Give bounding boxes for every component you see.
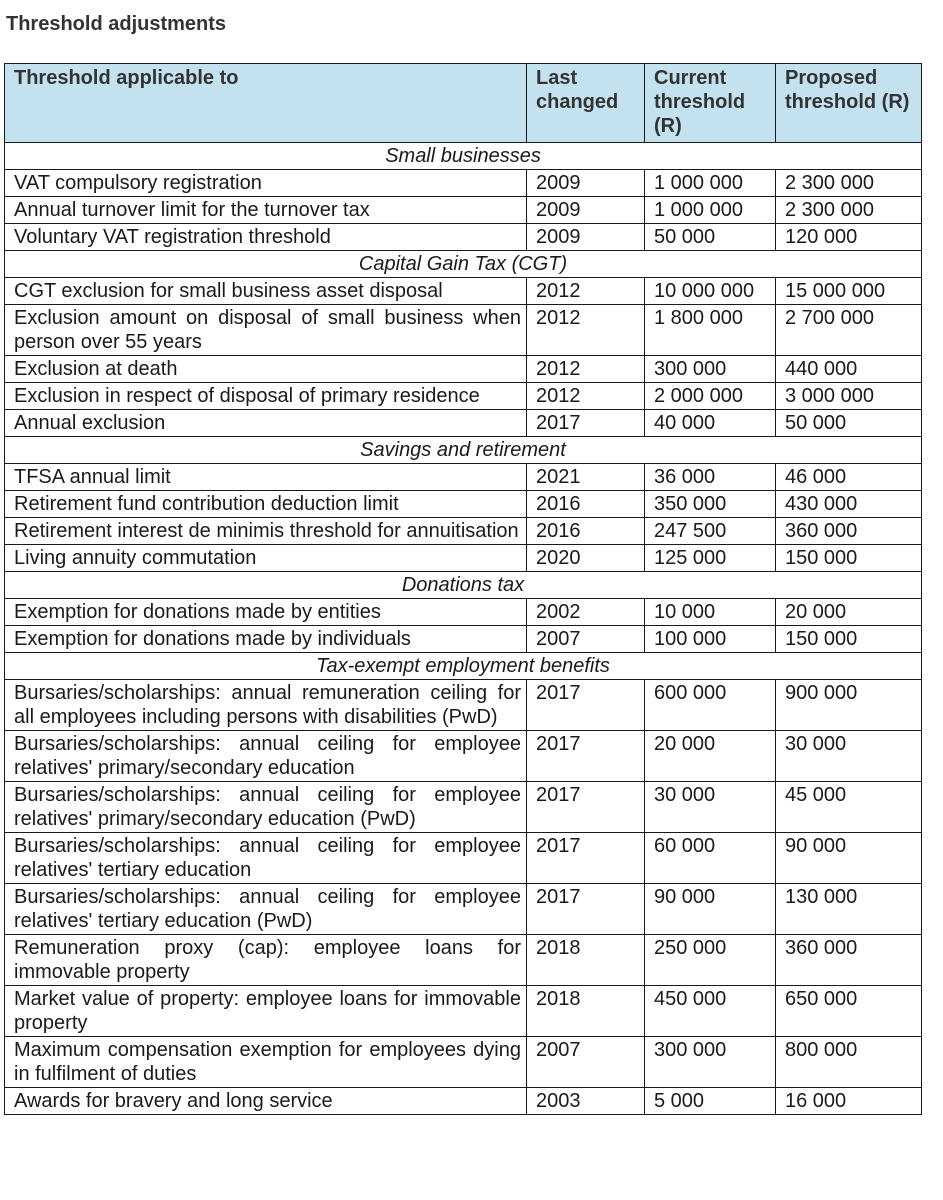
header-proposed-threshold: Proposed threshold (R) bbox=[776, 64, 922, 143]
threshold-description: Bursaries/scholarships: annual ceiling for employee relatives' tertiary education bbox=[5, 833, 527, 884]
section-row bbox=[5, 572, 922, 599]
current-threshold-value: 5 000 bbox=[645, 1088, 776, 1115]
section-heading: Capital Gain Tax (CGT) bbox=[5, 251, 922, 278]
table-row bbox=[5, 1037, 922, 1088]
last-changed-year: 2016 bbox=[527, 518, 645, 545]
current-threshold-value: 350 000 bbox=[645, 491, 776, 518]
current-threshold-value: 50 000 bbox=[645, 224, 776, 251]
proposed-threshold-value: 30 000 bbox=[776, 731, 922, 782]
current-threshold-value: 40 000 bbox=[645, 410, 776, 437]
threshold-description: CGT exclusion for small business asset disposal bbox=[5, 278, 527, 305]
proposed-threshold-value: 2 700 000 bbox=[776, 305, 922, 356]
threshold-description: Remuneration proxy (cap): employee loans for immovable property bbox=[5, 935, 527, 986]
header-row bbox=[5, 64, 922, 143]
table-row bbox=[5, 1088, 922, 1115]
table-row bbox=[5, 599, 922, 626]
threshold-description: Awards for bravery and long service bbox=[5, 1088, 527, 1115]
table-row bbox=[5, 884, 922, 935]
threshold-description: Annual turnover limit for the turnover tax bbox=[5, 197, 527, 224]
current-threshold-value: 600 000 bbox=[645, 680, 776, 731]
table-row bbox=[5, 680, 922, 731]
proposed-threshold-value: 800 000 bbox=[776, 1037, 922, 1088]
table-row bbox=[5, 197, 922, 224]
section-row bbox=[5, 143, 922, 170]
proposed-threshold-value: 16 000 bbox=[776, 1088, 922, 1115]
proposed-threshold-value: 15 000 000 bbox=[776, 278, 922, 305]
section-row bbox=[5, 437, 922, 464]
threshold-description: Exclusion at death bbox=[5, 356, 527, 383]
current-threshold-value: 1 000 000 bbox=[645, 197, 776, 224]
last-changed-year: 2017 bbox=[527, 884, 645, 935]
proposed-threshold-value: 650 000 bbox=[776, 986, 922, 1037]
table-row bbox=[5, 170, 922, 197]
proposed-threshold-value: 430 000 bbox=[776, 491, 922, 518]
proposed-threshold-value: 150 000 bbox=[776, 545, 922, 572]
last-changed-year: 2017 bbox=[527, 731, 645, 782]
last-changed-year: 2012 bbox=[527, 305, 645, 356]
proposed-threshold-value: 360 000 bbox=[776, 518, 922, 545]
proposed-threshold-value: 2 300 000 bbox=[776, 197, 922, 224]
table-row bbox=[5, 224, 922, 251]
threshold-description: Bursaries/scholarships: annual remuneration ceiling for all employees including persons with disabilities (PwD) bbox=[5, 680, 527, 731]
table-row bbox=[5, 518, 922, 545]
current-threshold-value: 247 500 bbox=[645, 518, 776, 545]
current-threshold-value: 1 800 000 bbox=[645, 305, 776, 356]
threshold-description: Market value of property: employee loans for immovable property bbox=[5, 986, 527, 1037]
threshold-description: Exclusion amount on disposal of small business when person over 55 years bbox=[5, 305, 527, 356]
proposed-threshold-value: 120 000 bbox=[776, 224, 922, 251]
last-changed-year: 2009 bbox=[527, 170, 645, 197]
table-row bbox=[5, 356, 922, 383]
current-threshold-value: 300 000 bbox=[645, 356, 776, 383]
threshold-description: Exemption for donations made by entities bbox=[5, 599, 527, 626]
section-heading: Tax-exempt employment benefits bbox=[5, 653, 922, 680]
last-changed-year: 2002 bbox=[527, 599, 645, 626]
last-changed-year: 2012 bbox=[527, 278, 645, 305]
table-row bbox=[5, 410, 922, 437]
proposed-threshold-value: 360 000 bbox=[776, 935, 922, 986]
section-heading: Donations tax bbox=[5, 572, 922, 599]
threshold-description: Bursaries/scholarships: annual ceiling for employee relatives' tertiary education (PwD) bbox=[5, 884, 527, 935]
proposed-threshold-value: 440 000 bbox=[776, 356, 922, 383]
table-row bbox=[5, 731, 922, 782]
table-row bbox=[5, 935, 922, 986]
threshold-description: Bursaries/scholarships: annual ceiling for employee relatives' primary/secondary education bbox=[5, 731, 527, 782]
current-threshold-value: 250 000 bbox=[645, 935, 776, 986]
last-changed-year: 2007 bbox=[527, 626, 645, 653]
current-threshold-value: 90 000 bbox=[645, 884, 776, 935]
last-changed-year: 2017 bbox=[527, 782, 645, 833]
proposed-threshold-value: 20 000 bbox=[776, 599, 922, 626]
threshold-description: VAT compulsory registration bbox=[5, 170, 527, 197]
current-threshold-value: 60 000 bbox=[645, 833, 776, 884]
table-row bbox=[5, 782, 922, 833]
proposed-threshold-value: 50 000 bbox=[776, 410, 922, 437]
section-heading: Savings and retirement bbox=[5, 437, 922, 464]
proposed-threshold-value: 90 000 bbox=[776, 833, 922, 884]
proposed-threshold-value: 46 000 bbox=[776, 464, 922, 491]
threshold-description: Living annuity commutation bbox=[5, 545, 527, 572]
header-current-threshold: Current threshold (R) bbox=[645, 64, 776, 143]
threshold-description: TFSA annual limit bbox=[5, 464, 527, 491]
current-threshold-value: 36 000 bbox=[645, 464, 776, 491]
last-changed-year: 2009 bbox=[527, 224, 645, 251]
current-threshold-value: 300 000 bbox=[645, 1037, 776, 1088]
table-row bbox=[5, 491, 922, 518]
last-changed-year: 2017 bbox=[527, 680, 645, 731]
current-threshold-value: 10 000 000 bbox=[645, 278, 776, 305]
threshold-description: Exclusion in respect of disposal of primary residence bbox=[5, 383, 527, 410]
page-title: Threshold adjustments bbox=[6, 13, 227, 35]
threshold-description: Retirement fund contribution deduction limit bbox=[5, 491, 527, 518]
table-row bbox=[5, 383, 922, 410]
current-threshold-value: 1 000 000 bbox=[645, 170, 776, 197]
table-row bbox=[5, 986, 922, 1037]
last-changed-year: 2003 bbox=[527, 1088, 645, 1115]
table-row bbox=[5, 545, 922, 572]
section-row bbox=[5, 653, 922, 680]
current-threshold-value: 30 000 bbox=[645, 782, 776, 833]
threshold-description: Maximum compensation exemption for employees dying in fulfilment of duties bbox=[5, 1037, 527, 1088]
last-changed-year: 2021 bbox=[527, 464, 645, 491]
header-threshold-applicable: Threshold applicable to bbox=[5, 64, 527, 143]
current-threshold-value: 450 000 bbox=[645, 986, 776, 1037]
table-row bbox=[5, 833, 922, 884]
proposed-threshold-value: 900 000 bbox=[776, 680, 922, 731]
section-row bbox=[5, 251, 922, 278]
last-changed-year: 2012 bbox=[527, 356, 645, 383]
proposed-threshold-value: 2 300 000 bbox=[776, 170, 922, 197]
last-changed-year: 2009 bbox=[527, 197, 645, 224]
last-changed-year: 2012 bbox=[527, 383, 645, 410]
threshold-description: Voluntary VAT registration threshold bbox=[5, 224, 527, 251]
current-threshold-value: 2 000 000 bbox=[645, 383, 776, 410]
table-row bbox=[5, 305, 922, 356]
threshold-description: Retirement interest de minimis threshold for annuitisation bbox=[5, 518, 527, 545]
current-threshold-value: 20 000 bbox=[645, 731, 776, 782]
table-body bbox=[5, 143, 922, 1115]
proposed-threshold-value: 45 000 bbox=[776, 782, 922, 833]
last-changed-year: 2016 bbox=[527, 491, 645, 518]
current-threshold-value: 100 000 bbox=[645, 626, 776, 653]
last-changed-year: 2020 bbox=[527, 545, 645, 572]
section-heading: Small businesses bbox=[5, 143, 922, 170]
threshold-description: Exemption for donations made by individuals bbox=[5, 626, 527, 653]
threshold-description: Bursaries/scholarships: annual ceiling for employee relatives' primary/secondary education (PwD) bbox=[5, 782, 527, 833]
current-threshold-value: 125 000 bbox=[645, 545, 776, 572]
threshold-table bbox=[4, 63, 922, 1115]
last-changed-year: 2007 bbox=[527, 1037, 645, 1088]
threshold-description: Annual exclusion bbox=[5, 410, 527, 437]
table-row bbox=[5, 278, 922, 305]
current-threshold-value: 10 000 bbox=[645, 599, 776, 626]
last-changed-year: 2017 bbox=[527, 833, 645, 884]
last-changed-year: 2017 bbox=[527, 410, 645, 437]
header-last-changed: Last changed bbox=[527, 64, 645, 143]
proposed-threshold-value: 130 000 bbox=[776, 884, 922, 935]
last-changed-year: 2018 bbox=[527, 935, 645, 986]
proposed-threshold-value: 3 000 000 bbox=[776, 383, 922, 410]
last-changed-year: 2018 bbox=[527, 986, 645, 1037]
table-row bbox=[5, 626, 922, 653]
proposed-threshold-value: 150 000 bbox=[776, 626, 922, 653]
table-row bbox=[5, 464, 922, 491]
